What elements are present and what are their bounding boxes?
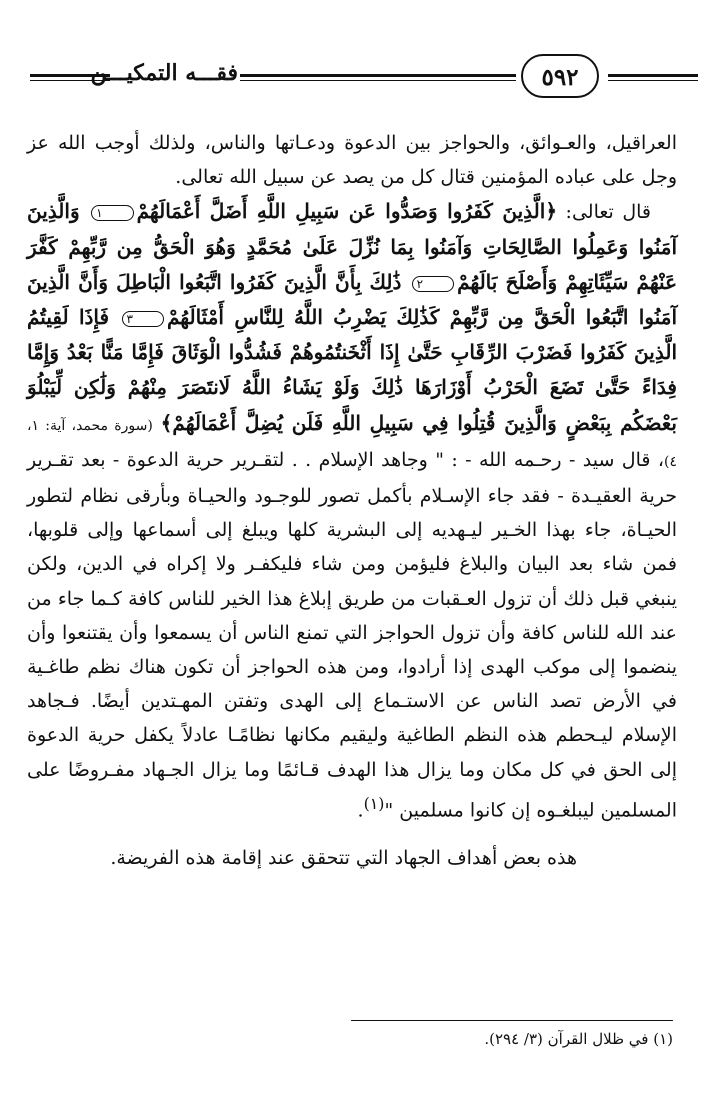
running-title: فقـــه التمكيـــن bbox=[90, 60, 238, 86]
quran-verse-1: ﴿الَّذِينَ كَفَرُوا وَصَدُّوا عَن سَبِيلِ اللَّهِ أَضَلَّ أَعْمَالَهُمْ bbox=[136, 199, 558, 224]
verse-number-1: ١ bbox=[91, 205, 133, 221]
verse-number-3: ٣ bbox=[122, 311, 164, 327]
header-rule-middle bbox=[240, 74, 516, 81]
surah-citation: (سورة محمد، آية: ١، ٤) bbox=[27, 417, 677, 470]
body-text bbox=[27, 126, 677, 876]
quran-verse-4: فَإِذَا لَقِيتُمُ الَّذِينَ كَفَرُوا فَضَرْبَ الرِّقَابِ حَتَّىٰ إِذَا أَثْخَنتُمُوهُمْ فَشُدُّوا الْوَثَاقَ فَإِمَّا مَنًّا بَعْدُ وَإِمَّا فِدَاءً حَتَّىٰ تَضَعَ الْحَرْبُ أَوْزَارَهَا ذَٰلِكَ وَلَوْ يَشَاءُ اللَّهُ لَانتَصَرَ مِنْهُمْ وَلَٰكِن لِّيَبْلُوَ بَعْضَكُم بِبَعْضٍ وَالَّذِينَ قُتِلُوا فِي سَبِيلِ اللَّهِ فَلَن يُضِلَّ أَعْمَالَهُمْ﴾ bbox=[27, 305, 677, 435]
verse-intro: قال تعالى: bbox=[557, 201, 651, 224]
footnote: (١) في ظلال القرآن (٣/ ٢٩٤). bbox=[484, 1030, 673, 1048]
paragraph-3: هذه بعض أهداف الجهاد التي تتحقق عند إقامة هذه الفريضة. bbox=[110, 847, 577, 870]
paragraph-2: قال تعالى: ﴿الَّذِينَ كَفَرُوا وَصَدُّوا عَن سَبِيلِ اللَّهِ أَضَلَّ أَعْمَالَهُمْ١ وَالَّذِينَ آمَنُوا وَعَمِلُوا الصَّالِحَاتِ وَآمَنُوا بِمَا نُزِّلَ عَلَىٰ مُحَمَّدٍ وَهُوَ الْحَقُّ مِن رَّبِّهِمْ كَفَّرَ عَنْهُمْ سَيِّئَاتِهِمْ وَأَصْلَحَ بَالَهُمْ٢ ذَٰلِكَ بِأَنَّ الَّذِينَ كَفَرُوا اتَّبَعُوا الْبَاطِلَ وَأَنَّ الَّذِينَ آمَنُوا اتَّبَعُوا الْحَقَّ مِن رَّبِّهِمْ كَذَٰلِكَ يَضْرِبُ اللَّهُ لِلنَّاسِ أَمْثَالَهُمْ٣ فَإِذَا لَقِيتُمُ الَّذِينَ كَفَرُوا فَضَرْبَ الرِّقَابِ حَتَّىٰ إِذَا أَثْخَنتُمُوهُمْ فَشُدُّوا الْوَثَاقَ فَإِمَّا مَنًّا بَعْدُ وَإِمَّا فِدَاءً حَتَّىٰ تَضَعَ الْحَرْبُ أَوْزَارَهَا ذَٰلِكَ وَلَوْ يَشَاءُ اللَّهُ لَانتَصَرَ مِنْهُمْ وَلَٰكِن لِّيَبْلُوَ بَعْضَكُم بِبَعْضٍ وَالَّذِينَ قُتِلُوا فِي سَبِيلِ اللَّهِ فَلَن يُضِلَّ أَعْمَالَهُمْ﴾ (سورة محمد، آية: ١، ٤)، قال سيد - رحـمه الله - : " وجاهد الإسلام . . لتقـرير حرية الدعوة - بعد تقـرير حرية العقيـدة - فقد جاء الإسـلام بأكمل تصور للوجـود والحيـاة وبأرقى نظام لتطور الحيـاة، جاء بهذا الخـير ليـهديه إلى البشرية كلها ويبلغ إلى أسماعها وإلى قلوبها، فمن شاء بعد البيان والبلاغ فليؤمن ومن شاء فليكفـر ولا إكراه في الدين، ولكن ينبغي قبل ذلك أن تزول العـقبات من طريق إبلاغ هذا الخير للناس كافة كـما جاء من عند الله للناس كافة وأن تزول الحواجز التي تمنع الناس أن يسمعوا وأن يقتنعوا وأن ينضموا إلى موكب الهدى إذا أرادوا، ومن هذه الحواجز أن تكون هناك نظم طاغـية في الأرض تصد الناس عن الاستـماع إلى الهدى وتفتن المهـتدين أيضًا. فـجاهد الإسلام ليـحطم هذه النظم الطاغية وليقيم مكانها نظامًـا عادلاً يكفل حرية الدعوة إلى الحق في كل مكان وما يزال هذا الهدف قـائمًا وما يزال الجـهاد مفـروضًا على المسلمين ليبلغـوه إن كانوا مسلمين "$^{(١)}$. bbox=[27, 199, 678, 822]
quran-verse-3: ذَٰلِكَ بِأَنَّ الَّذِينَ كَفَرُوا اتَّبَعُوا الْبَاطِلَ وَأَنَّ الَّذِينَ آمَنُوا اتَّبَعُوا الْحَقَّ مِن رَّبِّهِمْ كَذَٰلِكَ يَضْرِبُ اللَّهُ لِلنَّاسِ أَمْثَالَهُمْ bbox=[27, 269, 677, 330]
quote-text: ، قال سيد - رحـمه الله - : " وجاهد الإسلام . . لتقـرير حرية الدعوة - بعد تقـرير حرية العقيـدة - فقد جاء الإسـلام بأكمل تصور للوجـود والحيـاة وبأرقى نظام لتطور الحيـاة، جاء بهذا الخـير ليـهديه إلى البشرية كلها ويبلغ إلى أسماعها وإلى قلوبها، فمن شاء بعد البيان والبلاغ فليؤمن ومن شاء فليكفـر ولا إكراه في الدين، ولكن ينبغي قبل ذلك أن تزول العـقبات من طريق إبلاغ هذا الخير للناس كافة كـما جاء من عند الله للناس كافة وأن تزول الحواجز التي تمنع الناس أن يسمعوا وأن يقتنعوا وأن ينضموا إلى موكب الهدى إذا أرادوا، ومن هذه الحواجز أن تكون هناك نظم طاغـية في الأرض تصد الناس عن الاستـماع إلى الهدى وتفتن المهـتدين أيضًا. فـجاهد الإسلام ليـحطم هذه النظم الطاغية وليقيم مكانها نظامًـا عادلاً يكفل حرية الدعوة إلى الحق في كل مكان وما يزال هذا الهدف قـائمًا وما يزال الجـهاد مفـروضًا على المسلمين ليبلغـوه إن كانوا مسلمين " bbox=[27, 448, 677, 822]
quran-verse-2: وَالَّذِينَ آمَنُوا وَعَمِلُوا الصَّالِحَاتِ وَآمَنُوا بِمَا نُزِّلَ عَلَىٰ مُحَمَّدٍ وَهُوَ الْحَقُّ مِن رَّبِّهِمْ كَفَّرَ عَنْهُمْ سَيِّئَاتِهِمْ وَأَصْلَحَ بَالَهُمْ bbox=[27, 199, 678, 294]
footnote-reference: (١) bbox=[363, 793, 385, 813]
page-number: ٥٩٢ bbox=[521, 54, 599, 98]
verse-number-2: ٢ bbox=[412, 276, 454, 292]
footnote-divider bbox=[351, 1020, 673, 1021]
paragraph-1: العراقيل، والعـوائق، والحواجز بين الدعوة ودعـاتها والناس، ولذلك أوجب الله عز وجل على عباده المؤمنين قتال كل من يصد عن سبيل الله تعالى. bbox=[27, 132, 677, 189]
page-header bbox=[18, 52, 698, 108]
header-rule-right bbox=[608, 74, 698, 81]
